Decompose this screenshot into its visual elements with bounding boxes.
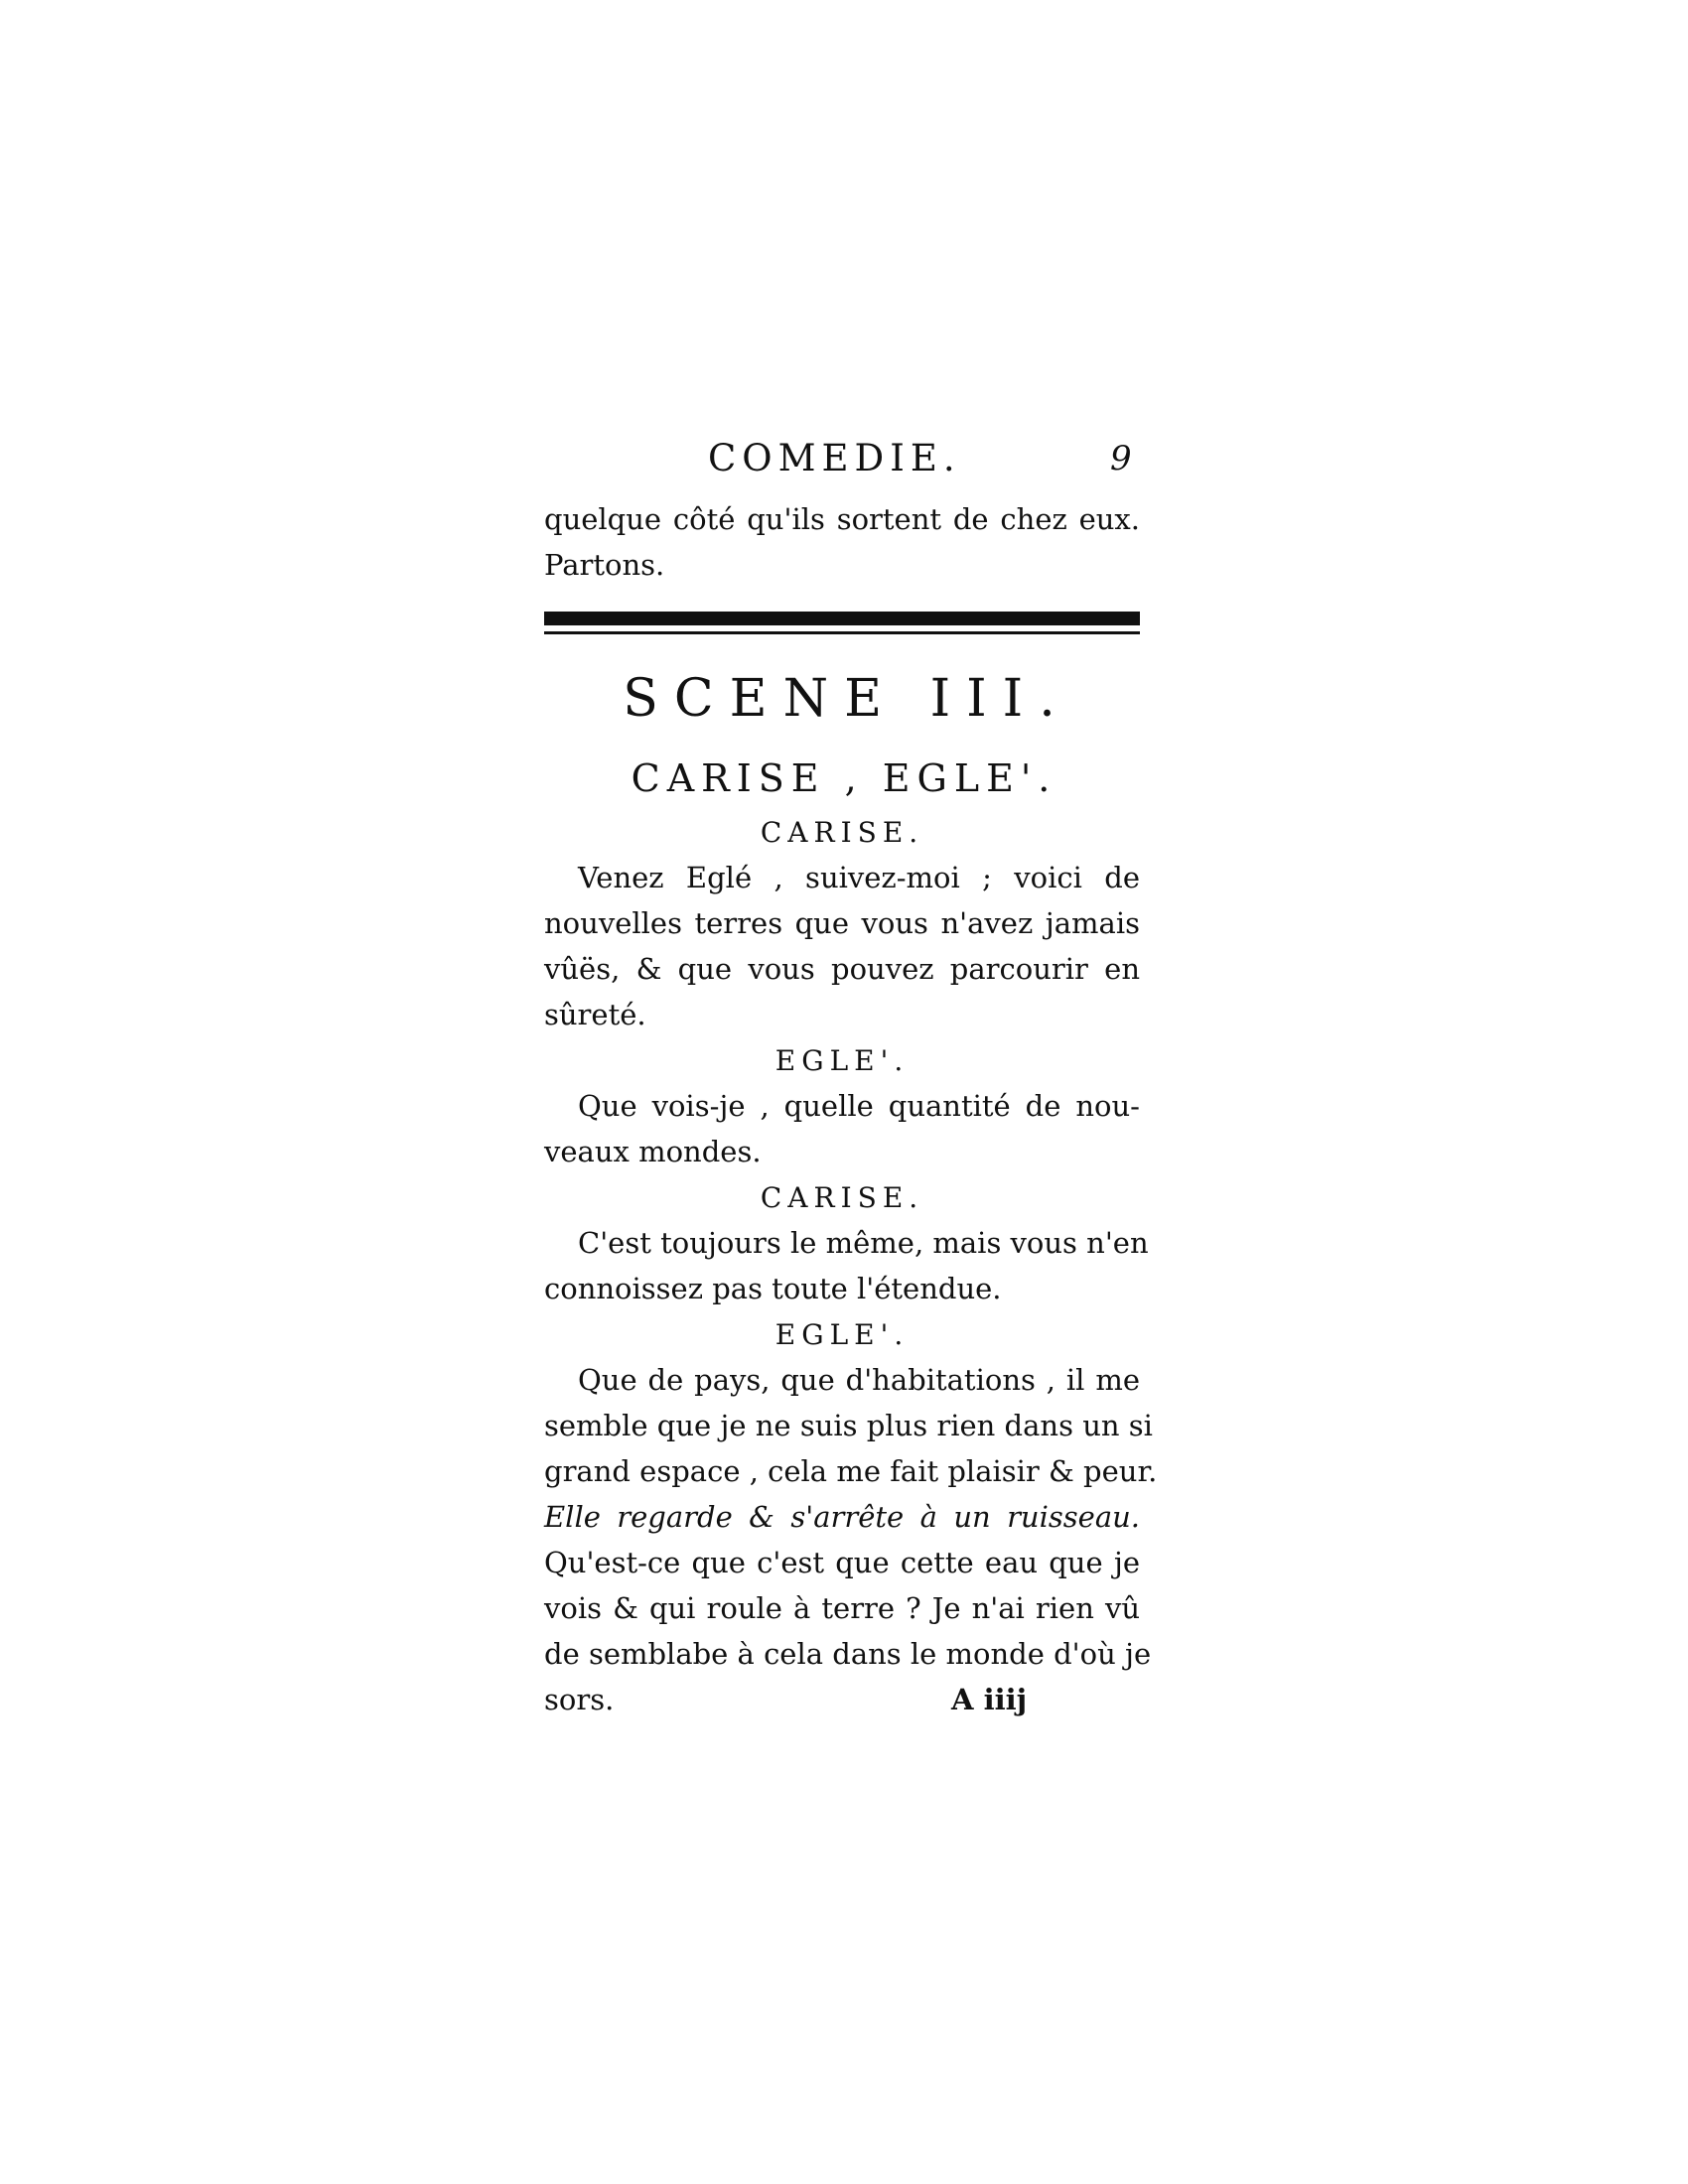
text-line: connoissez pas toute l'étendue.	[544, 1272, 1002, 1305]
text-line: vois & qui roule à terre ? Je n'ai rien vû	[544, 1591, 1140, 1625]
speaker-name: EGLE'.	[774, 1044, 910, 1077]
folio-line	[544, 1677, 1140, 1722]
text-line: C'est toujours le même, mais vous n'en	[578, 1226, 1149, 1260]
stage-direction: Elle regarde & s'arrête à un ruisseau.	[544, 1500, 1140, 1534]
page-number: 9	[1110, 439, 1132, 478]
text-line: Que de pays, que d'habitations , il me	[578, 1363, 1140, 1397]
scene-characters: CARISE , EGLE'.	[631, 756, 1057, 800]
text-line: quelque côté qu'ils sortent de chez eux.	[544, 502, 1140, 536]
ornamental-rule	[544, 612, 1140, 634]
speaker-name: CARISE.	[760, 1181, 924, 1214]
text-line: Que vois-je , quelle quantité de nou-	[578, 1089, 1140, 1123]
thick-rule	[544, 612, 1140, 625]
text-line: de semblabe à cela dans le monde d'où je	[544, 1637, 1152, 1671]
thin-rule	[544, 631, 1140, 634]
text-line: veaux mondes.	[544, 1135, 762, 1168]
book-page	[544, 437, 1158, 1722]
speaker-name: EGLE'.	[774, 1318, 910, 1351]
text-line: sûreté.	[544, 998, 646, 1031]
signature-mark: A iiij	[951, 1683, 1028, 1716]
speaker-name: CARISE.	[760, 816, 924, 849]
running-title: COMEDIE.	[708, 437, 961, 479]
text-line: Partons.	[544, 548, 665, 582]
text-line: semble que je ne suis plus rien dans un si	[544, 1409, 1153, 1442]
text-line: sors.	[544, 1683, 615, 1716]
text-line: vûës, & que vous pouvez parcourir en	[544, 952, 1140, 986]
running-head	[544, 437, 1140, 496]
text-line: nouvelles terres que vous n'avez jamais	[544, 906, 1140, 940]
scene-title: SCENE III.	[623, 669, 1071, 729]
text-line: grand espace , cela me fait plaisir & peur.	[544, 1454, 1158, 1488]
text-line: Qu'est-ce que c'est que cette eau que je	[544, 1546, 1140, 1579]
text-line: Venez Eglé , suivez-moi ; voici de	[578, 861, 1140, 894]
